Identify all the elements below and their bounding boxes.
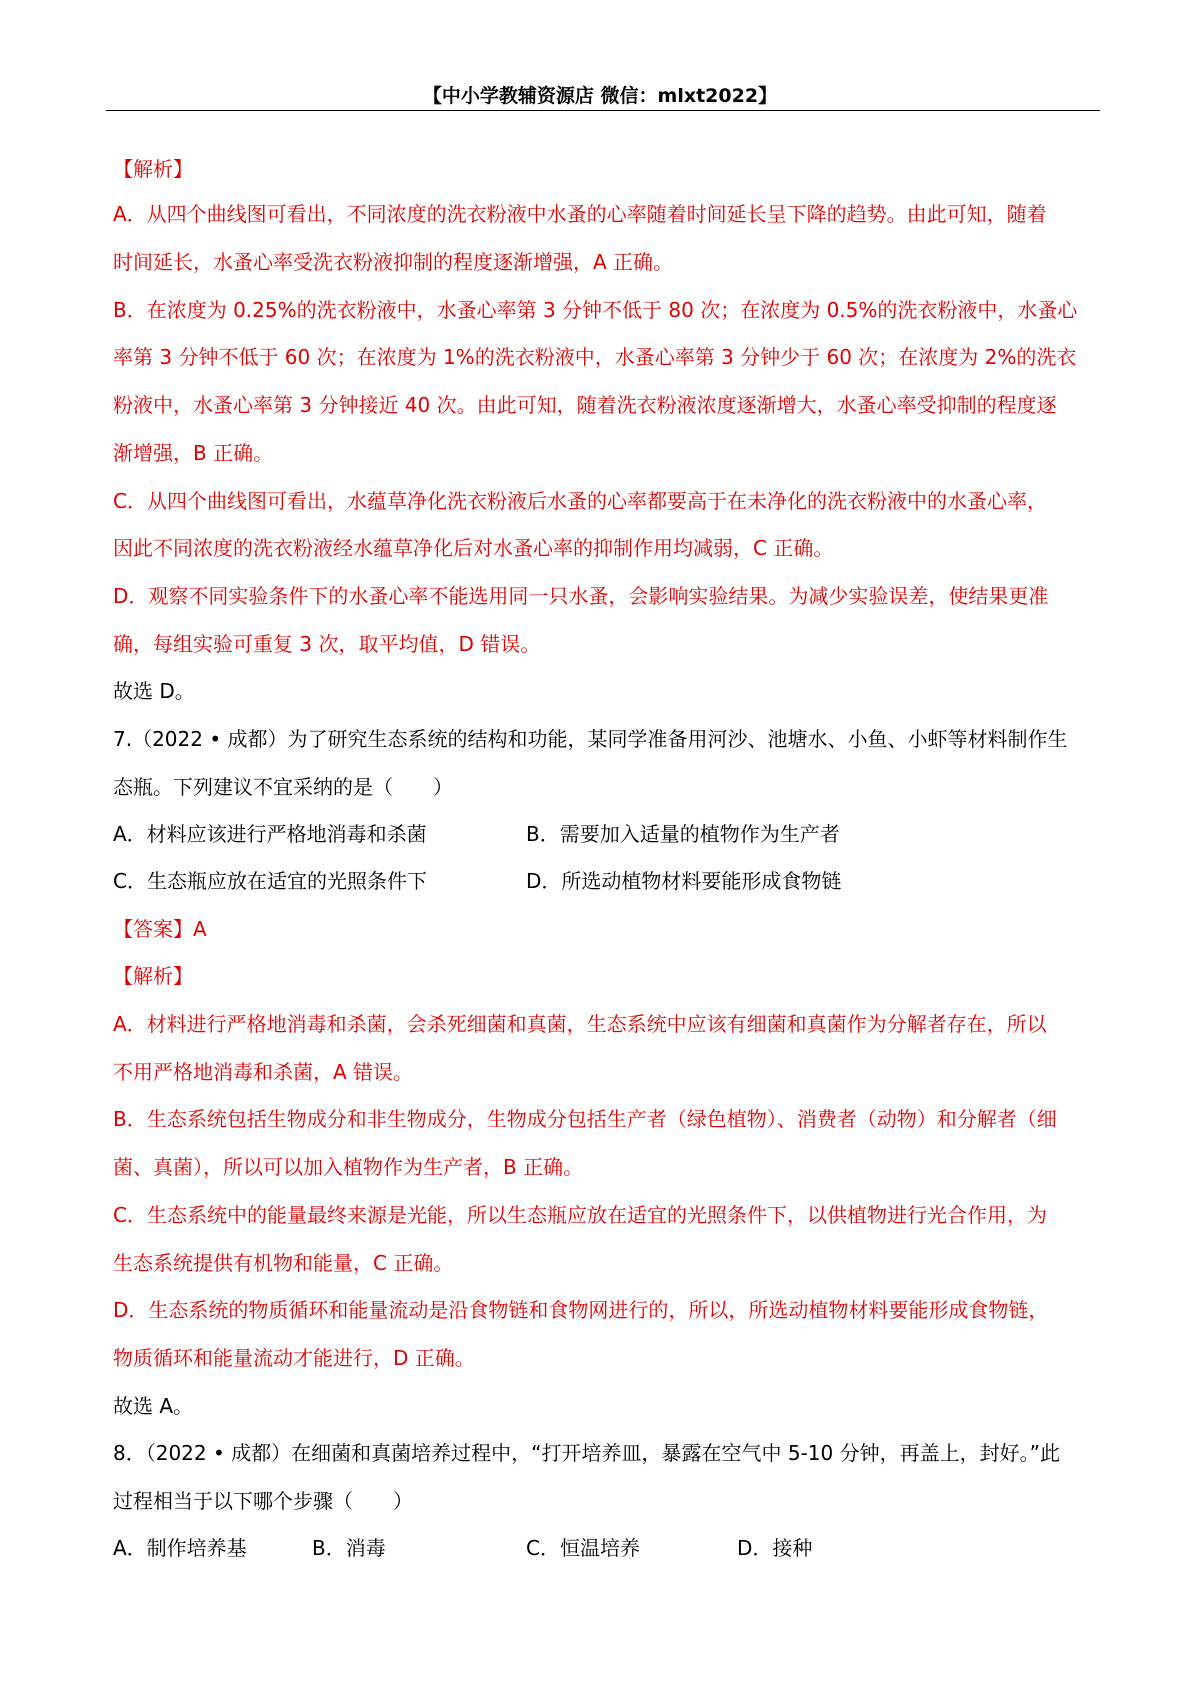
analysis-line: 因此不同浓度的洗衣粉液经水蕴草净化后对水蚤心率的抑制作用均减弱，C 正确。 bbox=[113, 536, 834, 560]
option-c: C．生态瓶应放在适宜的光照条件下 bbox=[113, 869, 427, 893]
header-divider bbox=[106, 110, 1100, 111]
analysis-line: 时间延长，水蚤心率受洗衣粉液抑制的程度逐渐增强，A 正确。 bbox=[113, 250, 674, 274]
analysis-line: C．从四个曲线图可看出，水蕴草净化洗衣粉液后水蚤的心率都要高于在未净化的洗衣粉液中的水蚤心率， bbox=[113, 489, 1047, 513]
analysis-line: B．生态系统包括生物成分和非生物成分，生物成分包括生产者（绿色植物）、消费者（动物）和分解者（细 bbox=[113, 1107, 1057, 1131]
option-b: B．需要加入适量的植物作为生产者 bbox=[526, 822, 840, 846]
analysis-line: 渐增强，B 正确。 bbox=[113, 441, 274, 465]
analysis-line: 粉液中，水蚤心率第 3 分钟接近 40 次。由此可知，随着洗衣粉液浓度逐渐增大，水蚤心率受抑制的程度逐 bbox=[113, 393, 1057, 417]
option-d: D．接种 bbox=[737, 1536, 813, 1560]
analysis-line: 菌、真菌），所以可以加入植物作为生产者，B 正确。 bbox=[113, 1155, 584, 1179]
option-a: A．制作培养基 bbox=[113, 1536, 247, 1560]
option-d: D．所选动植物材料要能形成食物链 bbox=[526, 869, 842, 893]
analysis-line: 率第 3 分钟不低于 60 次；在浓度为 1%的洗衣粉液中，水蚤心率第 3 分钟少于 60 次；在浓度为 2%的洗衣 bbox=[113, 345, 1077, 369]
analysis-line: A．从四个曲线图可看出，不同浓度的洗衣粉液中水蚤的心率随着时间延长呈下降的趋势。由此可知，随着 bbox=[113, 202, 1047, 226]
analysis-line: 生态系统提供有机物和能量，C 正确。 bbox=[113, 1251, 454, 1275]
conclusion: 故选 D。 bbox=[113, 679, 195, 703]
analysis-line: 确，每组实验可重复 3 次，取平均值，D 错误。 bbox=[113, 632, 541, 656]
question-stem: 过程相当于以下哪个步骤（ ） bbox=[113, 1489, 413, 1513]
analysis-line: B．在浓度为 0.25%的洗衣粉液中，水蚤心率第 3 分钟不低于 80 次；在浓度为 0.5%的洗衣粉液中，水蚤心 bbox=[113, 298, 1078, 322]
analysis-line: 不用严格地消毒和杀菌，A 错误。 bbox=[113, 1060, 414, 1084]
conclusion: 故选 A。 bbox=[113, 1394, 194, 1418]
analysis-line: D．生态系统的物质循环和能量流动是沿食物链和食物网进行的，所以，所选动植物材料要能形成食物链， bbox=[113, 1298, 1049, 1322]
option-a: A．材料应该进行严格地消毒和杀菌 bbox=[113, 822, 427, 846]
analysis-line: 物质循环和能量流动才能进行，D 正确。 bbox=[113, 1346, 475, 1370]
option-c: C．恒温培养 bbox=[526, 1536, 640, 1560]
question-stem: 8．（2022 • 成都）在细菌和真菌培养过程中，“打开培养皿，暴露在空气中 5-10 分钟，再盖上，封好。”此 bbox=[113, 1441, 1060, 1465]
analysis-line: A．材料进行严格地消毒和杀菌，会杀死细菌和真菌，生态系统中应该有细菌和真菌作为分解者存在，所以 bbox=[113, 1012, 1047, 1036]
analysis-line: C．生态系统中的能量最终来源是光能，所以生态瓶应放在适宜的光照条件下，以供植物进行光合作用，为 bbox=[113, 1203, 1047, 1227]
answer-label: 【答案】A bbox=[113, 917, 207, 941]
option-b: B．消毒 bbox=[312, 1536, 386, 1560]
page-header: 【中小学教辅资源店 微信：mlxt2022】 bbox=[422, 85, 778, 107]
analysis-label: 【解析】 bbox=[113, 964, 193, 988]
question-stem: 7.（2022 • 成都）为了研究生态系统的结构和功能，某同学准备用河沙、池塘水、小鱼、小虾等材料制作生 bbox=[113, 727, 1068, 751]
analysis-label: 【解析】 bbox=[113, 157, 193, 181]
analysis-line: D．观察不同实验条件下的水蚤心率不能选用同一只水蚤，会影响实验结果。为减少实验误差，使结果更准 bbox=[113, 584, 1049, 608]
question-stem: 态瓶。下列建议不宜采纳的是（ ） bbox=[113, 775, 453, 799]
